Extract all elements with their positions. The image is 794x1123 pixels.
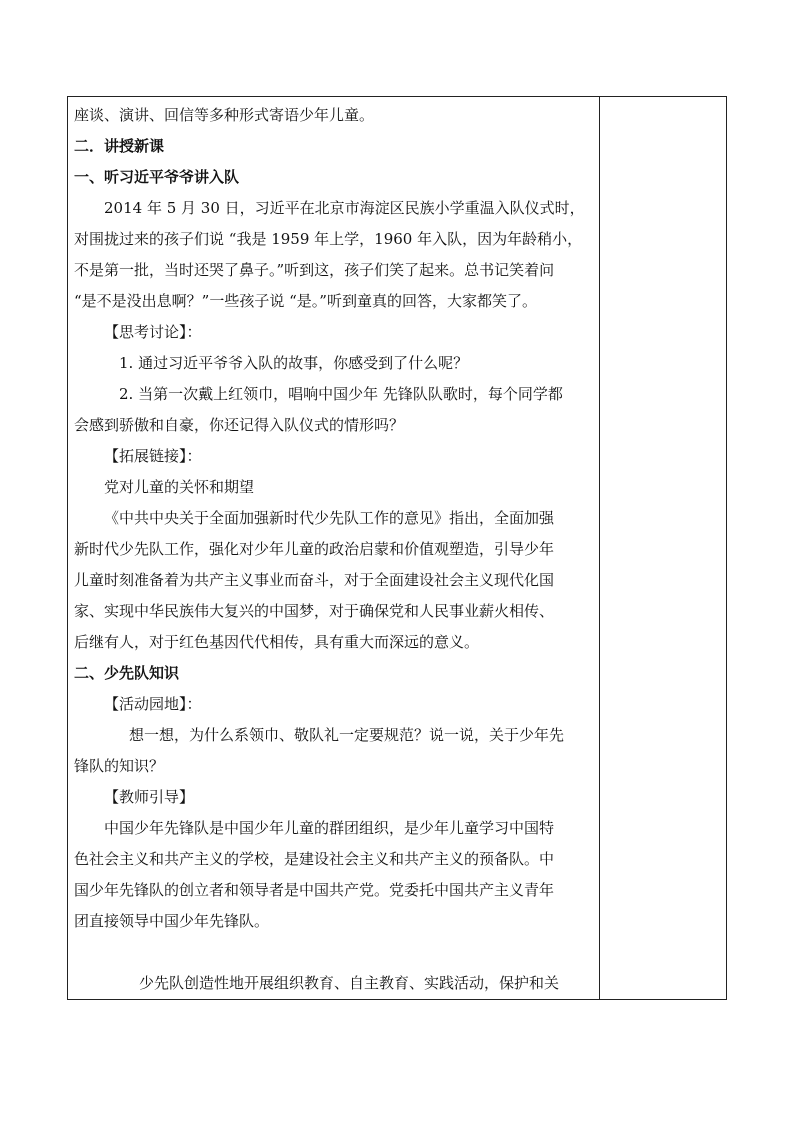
paragraph-story-line-1: 2014 年 5 月 30 日，习近平在北京市海淀区民族小学重温入队仪式时， [104, 199, 585, 217]
paragraph-guide-line-2: 色社会主义和共产主义的学校，是建设社会主义和共产主义的预备队。中 [74, 850, 555, 868]
heading-section-2: 二、少先队知识 [74, 664, 180, 682]
activity-text-line-1: 想一想，为什么系领巾、敬队礼一定要规范？说一说，关于少年先 [129, 726, 565, 744]
paragraph-story-line-3: 不是第一批，当时还哭了鼻子。”听到这，孩子们笑了起来。总书记笑着问 [74, 261, 555, 279]
lesson-table [67, 96, 727, 1000]
text-line-1: 座谈、演讲、回信等多种形式寄语少年儿童。 [74, 106, 375, 124]
heading-new-lesson: 二．讲授新课 [74, 137, 165, 155]
label-extension: 【拓展链接】： [104, 447, 202, 465]
paragraph-opinion-line-4: 家、实现中华民族伟大复兴的中国梦，对于确保党和人民事业薪火相传、 [74, 602, 555, 620]
question-2-line-2: 会感到骄傲和自豪，你还记得入队仪式的情形吗？ [74, 416, 405, 434]
lesson-content-cell [74, 100, 596, 999]
question-2-line-1: 2. 当第一次戴上红领巾，唱响中国少年 先锋队队歌时，每个同学都 [119, 385, 563, 403]
blank-gap [74, 937, 596, 968]
paragraph-guide-line-4: 团直接领导中国少年先锋队。 [74, 912, 270, 930]
paragraph-opinion-line-2: 新时代少先队工作，强化对少年儿童的政治启蒙和价值观塑造，引导少年 [74, 540, 555, 558]
column-divider [599, 97, 600, 999]
label-activity: 【活动园地】： [104, 695, 202, 713]
subheading-care: 党对儿童的关怀和期望 [104, 478, 255, 496]
paragraph-story-line-2: 对围拢过来的孩子们说 “我是 1959 年上学，1960 年入队，因为年龄稍小， [74, 230, 583, 248]
question-1: 1. 通过习近平爷爷入队的故事，你感受到了什么呢？ [119, 354, 469, 372]
activity-text-line-2: 锋队的知识？ [74, 757, 165, 775]
heading-section-1: 一、听习近平爷爷讲入队 [74, 168, 240, 186]
label-discussion: 【思考讨论】： [104, 323, 202, 341]
paragraph-opinion-line-3: 儿童时刻准备着为共产主义事业而奋斗，对于全面建设社会主义现代化国 [74, 571, 555, 589]
paragraph-guide-line-3: 国少年先锋队的创立者和领导者是中国共产党。党委托中国共产主义青年 [74, 881, 555, 899]
paragraph-story-line-4: “是不是没出息啊？”一些孩子说 “是。”听到童真的回答，大家都笑了。 [74, 292, 537, 310]
paragraph-opinion-line-5: 后继有人，对于红色基因代代相传，具有重大而深远的意义。 [74, 633, 480, 651]
paragraph-opinion-line-1: 《中共中央关于全面加强新时代少先队工作的意见》指出，全面加强 [104, 509, 555, 527]
paragraph-guide-line-1: 中国少年先锋队是中国少年儿童的群团组织，是少年儿童学习中国特 [104, 819, 555, 837]
paragraph-last-line: 少先队创造性地开展组织教育、自主教育、实践活动，保护和关 [139, 974, 560, 992]
label-teacher-guide: 【教师引导】 [104, 788, 195, 806]
